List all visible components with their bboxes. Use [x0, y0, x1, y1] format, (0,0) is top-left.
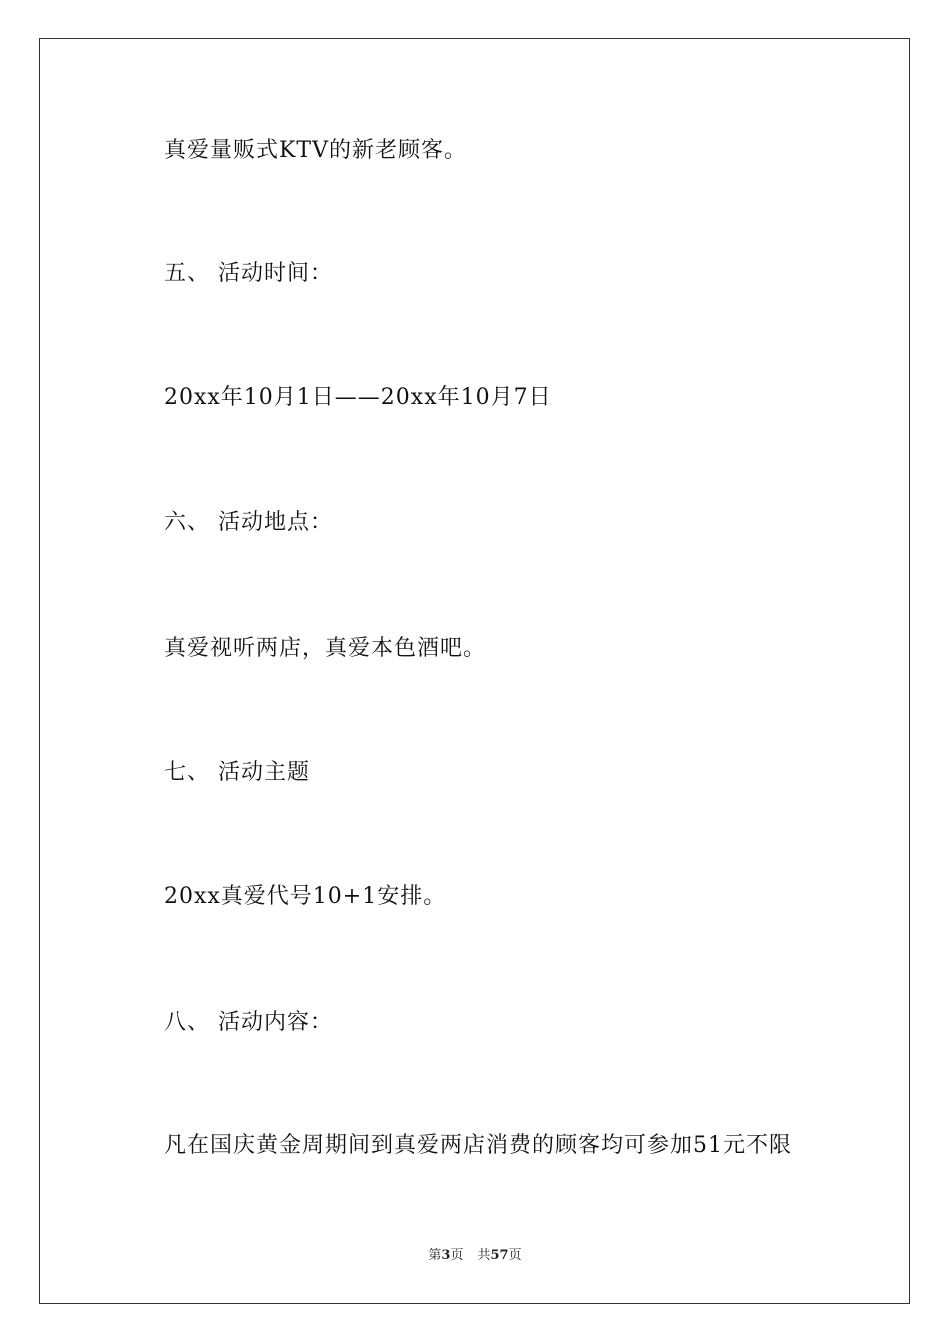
footer-total-pages: 57	[490, 1248, 509, 1263]
heading-activity-time: 五、 活动时间：	[164, 261, 333, 286]
heading-activity-content: 八、 活动内容：	[164, 1010, 333, 1035]
text-line-content: 凡在国庆黄金周期间到真爱两店消费的顾客均可参加51元不限	[164, 1133, 792, 1158]
footer-page-suffix: 页	[450, 1248, 464, 1263]
text-line-theme: 20xx真爱代号10+1安排。	[164, 884, 447, 909]
footer-page-number: 3	[441, 1248, 451, 1263]
text-line-audience: 真爱量贩式KTV的新老顾客。	[164, 138, 467, 163]
page-footer	[0, 1246, 950, 1266]
page-border	[39, 38, 910, 1304]
heading-activity-location: 六、 活动地点：	[164, 510, 333, 535]
footer-total-suffix: 页	[508, 1248, 522, 1263]
footer-page-prefix: 第	[428, 1248, 442, 1263]
text-line-locations: 真爱视听两店，真爱本色酒吧。	[164, 636, 487, 661]
text-line-date-range: 20xx年10月1日——20xx年10月7日	[164, 385, 552, 410]
footer-total-prefix: 共	[477, 1248, 491, 1263]
heading-activity-theme: 七、 活动主题	[164, 760, 310, 785]
